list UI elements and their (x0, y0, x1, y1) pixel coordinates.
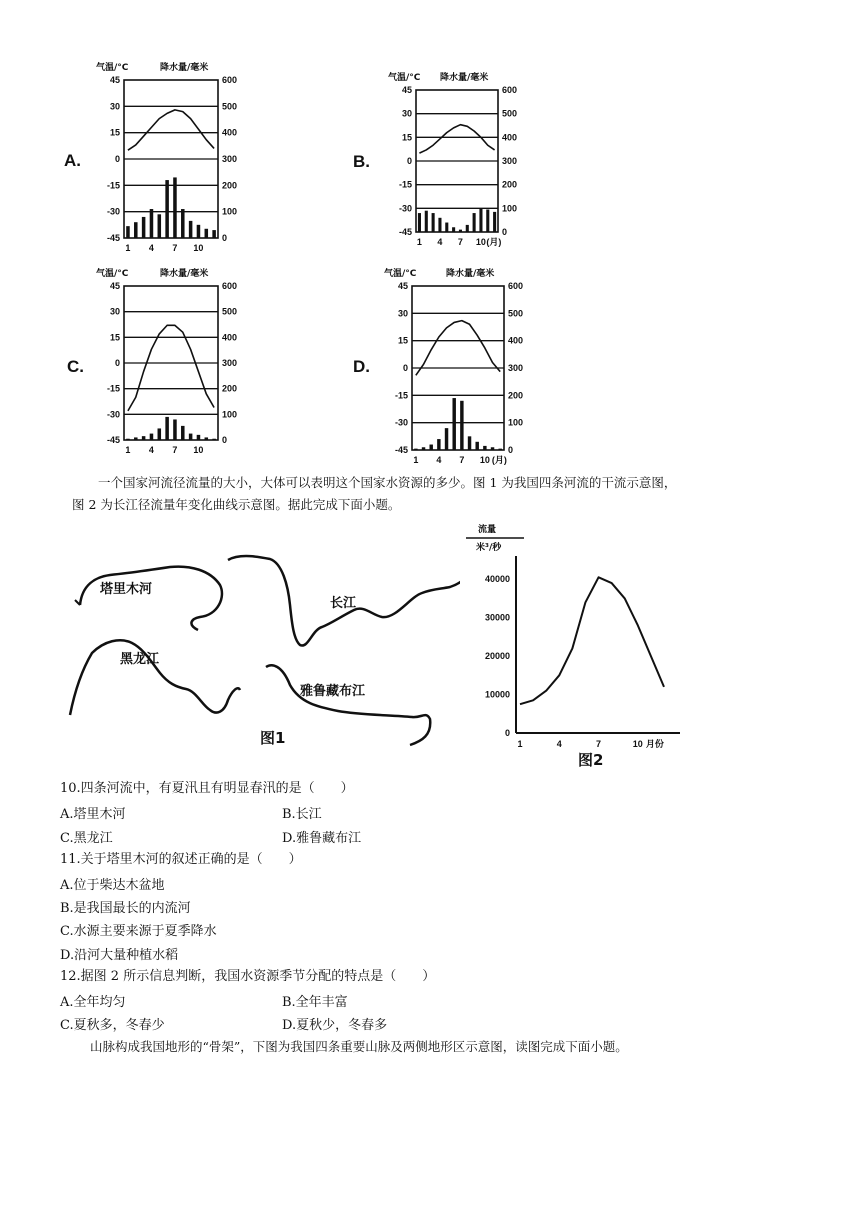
precip-tick: 300 (508, 363, 524, 373)
intro-paragraph-2: 山脉构成我国地形的“骨架”，下图为我国四条重要山脉及两侧地形区示意图，读图完成下面小题。 (90, 1039, 628, 1054)
temp-tick: -45 (398, 227, 412, 237)
runoff-x-tick: 1 (517, 739, 523, 749)
precip-bar (126, 226, 130, 238)
q10-option-b[interactable]: B.长江 (282, 807, 322, 822)
month-tick: 1 (416, 237, 422, 247)
runoff-y-tick: 40000 (484, 574, 510, 585)
temp-tick: -30 (394, 417, 408, 428)
precip-bar (212, 230, 216, 238)
precip-bar (438, 218, 441, 232)
month-tick: 1 (125, 445, 131, 455)
runoff-plot-area (485, 556, 680, 749)
precip-tick: 400 (222, 332, 238, 343)
temp-tick: 30 (397, 308, 408, 319)
q11-option-d[interactable]: D.沿河大量种植水稻 (60, 948, 179, 963)
precip-tick: 500 (222, 306, 238, 317)
precip-tick: 100 (222, 409, 238, 420)
temp-tick: -30 (398, 203, 412, 214)
precip-bar (445, 223, 448, 232)
runoff-chart-svg (460, 520, 700, 775)
q12-option-b[interactable]: B.全年丰富 (282, 995, 348, 1010)
q11-option-c[interactable]: C.水源主要来源于夏季降水 (60, 924, 217, 939)
precip-bar (460, 401, 463, 450)
precip-bar (425, 211, 428, 232)
month-tick: 4 (437, 237, 443, 247)
temp-tick: -45 (106, 233, 120, 243)
month-unit: (月) (486, 237, 502, 247)
runoff-y-tick: 10000 (484, 689, 510, 700)
precip-tick: 200 (222, 383, 238, 394)
month-tick: 4 (436, 455, 442, 465)
figure-1-river-map (60, 545, 460, 760)
q10-option-d[interactable]: D.雅鲁藏布江 (282, 831, 362, 846)
precip-tick: 400 (222, 127, 238, 138)
yarlung-river-line (266, 665, 430, 745)
tarim-river-label: 塔里木河 (100, 582, 153, 597)
option-label-b: B. (353, 152, 370, 171)
precip-tick: 0 (502, 227, 508, 237)
runoff-ylabel-unit: 米³/秒 (476, 543, 502, 553)
yarlung-river-label: 雅鲁藏布江 (300, 684, 366, 699)
temp-tick: 0 (114, 358, 120, 368)
heilongjiang-river-label: 黑龙江 (120, 652, 160, 667)
temp-curve (128, 325, 214, 411)
runoff-y-tick: 0 (504, 728, 510, 738)
month-tick: 4 (148, 445, 154, 455)
month-tick: 10 (193, 243, 204, 253)
option-label-d: D. (353, 357, 370, 376)
runoff-y-tick: 20000 (484, 651, 510, 662)
precip-bar (150, 434, 154, 440)
q12-option-c[interactable]: C.夏秋多，冬春少 (60, 1018, 165, 1033)
temp-tick: -15 (398, 179, 412, 190)
precip-tick: 0 (222, 233, 228, 243)
temp-tick: 30 (109, 101, 120, 112)
temp-tick: 15 (401, 132, 412, 143)
temp-tick: 45 (109, 75, 120, 85)
temp-tick: 15 (397, 335, 408, 346)
precip-bar (452, 398, 455, 450)
precip-bar (491, 447, 494, 450)
temp-tick: 30 (401, 108, 412, 119)
temp-tick: 45 (401, 85, 412, 95)
precip-bar (142, 217, 146, 238)
precip-bar (479, 208, 482, 232)
precip-tick: 600 (222, 75, 238, 85)
temp-curve (128, 110, 214, 150)
month-unit: (月) (491, 455, 507, 465)
runoff-curve (520, 577, 664, 704)
precip-bar (422, 447, 425, 450)
precip-tick: 100 (508, 417, 524, 428)
temp-curve (419, 125, 494, 153)
temp-tick: -45 (394, 445, 408, 455)
precip-bar (134, 222, 138, 238)
precip-tick: 600 (502, 85, 518, 95)
precip-bar (429, 445, 432, 450)
runoff-x-tick: 7 (596, 739, 602, 749)
option-label-c: C. (67, 357, 84, 376)
temp-tick: -15 (394, 390, 408, 401)
precip-axis-title: 降水量/毫米 (160, 269, 209, 279)
precip-tick: 600 (508, 281, 524, 291)
climate-chart-b (388, 72, 528, 252)
option-label-a: A. (64, 151, 81, 170)
precip-tick: 400 (508, 335, 524, 346)
precip-tick: 0 (222, 435, 228, 445)
precip-axis-title: 降水量/毫米 (160, 63, 209, 73)
month-tick: 7 (457, 237, 463, 247)
precip-tick: 300 (502, 156, 518, 166)
precip-axis-title: 降水量/毫米 (446, 269, 495, 279)
precip-bar (452, 227, 455, 232)
intro-line-2: 图 2 为长江径流量年变化曲线示意图。据此完成下面小题。 (72, 497, 401, 512)
month-tick: 1 (125, 243, 131, 253)
climate-chart-a (96, 62, 248, 258)
precip-bar (126, 439, 130, 440)
precip-tick: 600 (222, 281, 238, 291)
precip-bar (475, 442, 478, 450)
precip-bar (189, 434, 193, 440)
question-11-stem: 11.关于塔里木河的叙述正确的是（ ） (60, 852, 302, 867)
climate-chart-a-svg (96, 62, 248, 258)
temp-tick: 30 (109, 306, 120, 317)
precip-bar (418, 213, 421, 232)
river-map-svg (60, 545, 460, 760)
temp-tick: 45 (109, 281, 120, 291)
intro-line-1: 一个国家河流径流量的大小，大体可以表明这个国家水资源的多少。图 1 为我国四条河流的干流示意图， (98, 475, 677, 490)
month-tick: 1 (413, 455, 419, 465)
temp-axis-title: 气温/°C (96, 269, 129, 279)
precip-tick: 300 (222, 358, 238, 368)
temp-tick: -15 (106, 180, 120, 191)
figure-1-caption: 图1 (260, 729, 286, 747)
temp-tick: 0 (402, 363, 408, 373)
precip-tick: 200 (508, 390, 524, 401)
precip-bar (459, 230, 462, 232)
climate-chart-d-svg (384, 268, 534, 470)
climate-chart-b-svg (388, 72, 528, 252)
q12-option-a[interactable]: A.全年均匀 (60, 995, 126, 1010)
precip-bar (445, 428, 448, 450)
precip-bar (173, 177, 177, 238)
precip-bar (468, 436, 471, 450)
temp-tick: 15 (109, 127, 120, 138)
climate-chart-d (384, 268, 534, 470)
precip-tick: 0 (508, 445, 514, 455)
precip-bar (437, 439, 440, 450)
precip-bar (189, 221, 193, 238)
precip-bar (142, 436, 146, 440)
precip-bar (205, 229, 209, 238)
precip-bar (432, 213, 435, 232)
precip-bar (466, 225, 469, 232)
temp-tick: -30 (106, 409, 120, 420)
q11-option-a[interactable]: A.位于柴达木盆地 (60, 878, 165, 893)
precip-tick: 500 (508, 308, 524, 319)
climate-chart-c-svg (96, 268, 248, 460)
month-tick: 10 (479, 455, 490, 465)
tarim-river-line (80, 567, 222, 630)
question-12-stem: 12.据图 2 所示信息判断，我国水资源季节分配的特点是（ ） (60, 969, 436, 984)
q11-option-b[interactable]: B.是我国最长的内流河 (60, 901, 191, 916)
runoff-ylabel-top: 流量 (478, 525, 497, 535)
precip-bar (165, 417, 169, 440)
precip-bar (197, 225, 201, 238)
month-tick: 4 (148, 243, 154, 253)
precip-tick: 100 (222, 206, 238, 217)
figure-2-runoff-chart (460, 520, 700, 775)
yangtze-river-label: 长江 (330, 596, 357, 611)
month-tick: 7 (459, 455, 465, 465)
month-tick: 7 (172, 445, 178, 455)
precip-bar (173, 419, 177, 440)
precip-bar (197, 435, 201, 440)
question-10-stem: 10.四条河流中，有夏汛且有明显春汛的是（ ） (60, 781, 354, 796)
precip-tick: 200 (502, 179, 518, 190)
month-tick: 10 (193, 445, 204, 455)
temp-tick: 15 (109, 332, 120, 343)
figure-2-caption: 图2 (578, 751, 604, 769)
precip-tick: 500 (222, 101, 238, 112)
precip-bar (158, 428, 162, 440)
temp-axis-title: 气温/°C (388, 73, 421, 83)
precip-bar (134, 437, 138, 440)
precip-bar (493, 212, 496, 232)
precip-bar (414, 449, 417, 450)
precip-tick: 300 (222, 154, 238, 164)
temp-axis-title: 气温/°C (96, 63, 129, 73)
precip-bar (150, 209, 154, 238)
precip-axis-title: 降水量/毫米 (440, 73, 489, 83)
temp-tick: 45 (397, 281, 408, 291)
precip-bar (165, 180, 169, 238)
precip-tick: 200 (222, 180, 238, 191)
runoff-y-tick: 30000 (484, 612, 510, 623)
q10-option-c[interactable]: C.黑龙江 (60, 831, 113, 846)
temp-tick: -15 (106, 383, 120, 394)
precip-bar (181, 209, 185, 238)
temp-tick: -45 (106, 435, 120, 445)
temp-tick: 0 (406, 156, 412, 166)
precip-tick: 500 (502, 108, 518, 119)
precip-bar (498, 449, 501, 450)
precip-bar (158, 214, 162, 238)
temp-axis-title: 气温/°C (384, 269, 417, 279)
precip-bar (212, 439, 216, 440)
climate-chart-c (96, 268, 248, 460)
q10-option-a[interactable]: A.塔里木河 (60, 807, 126, 822)
month-tick: 7 (172, 243, 178, 253)
precip-bar (205, 437, 209, 440)
precip-tick: 400 (502, 132, 518, 143)
intro-paragraph (72, 472, 832, 516)
temp-tick: -30 (106, 206, 120, 217)
month-tick: 10 (475, 237, 486, 247)
precip-bar (486, 210, 489, 232)
precip-bar (181, 426, 185, 440)
runoff-x-unit: 月份 (645, 739, 664, 749)
temp-tick: 0 (114, 154, 120, 164)
temp-curve (416, 321, 500, 376)
precip-bar (473, 213, 476, 232)
runoff-x-tick: 4 (556, 739, 562, 749)
q12-option-d[interactable]: D.夏秋少，冬春多 (282, 1018, 388, 1033)
precip-bar (483, 446, 486, 450)
runoff-x-tick: 10 (632, 739, 643, 749)
precip-tick: 100 (502, 203, 518, 214)
